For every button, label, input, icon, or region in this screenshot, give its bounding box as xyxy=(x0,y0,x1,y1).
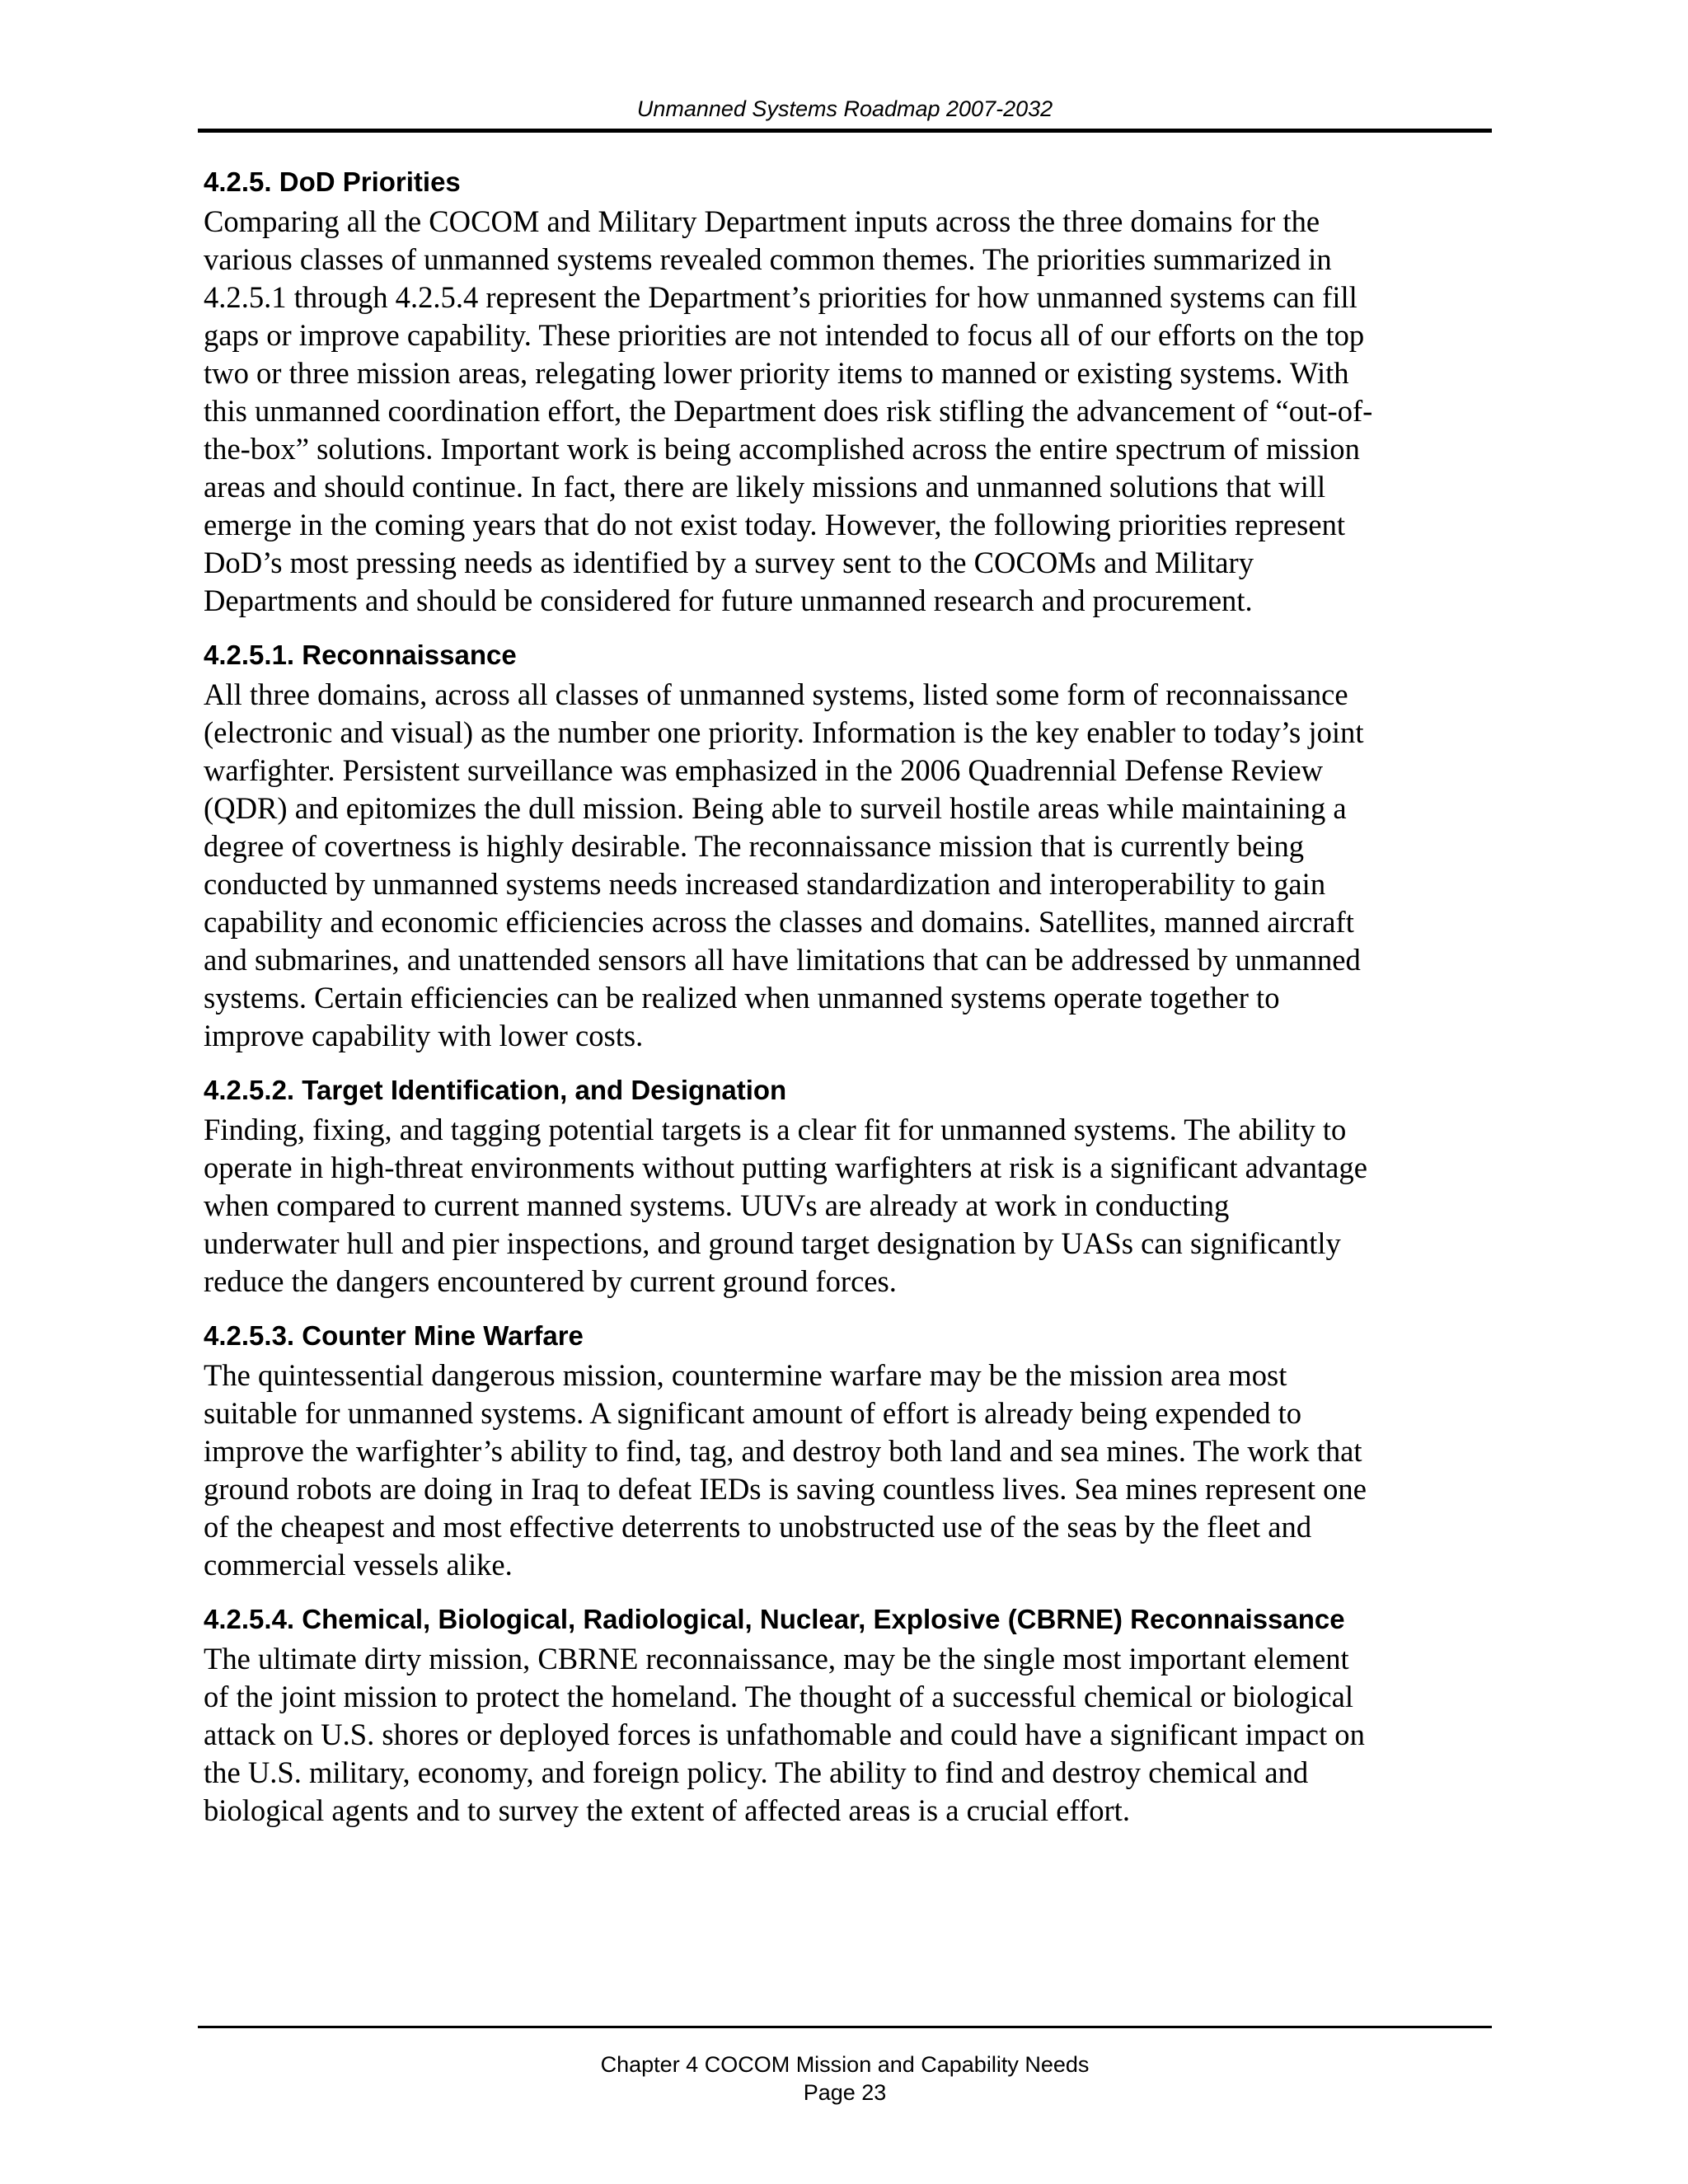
text-line: Finding, fixing, and tagging potential targets is a clear fit for unmanned systems. The ability to xyxy=(204,1113,1347,1146)
text-line: systems. Certain efficiencies can be realized when unmanned systems operate together to xyxy=(204,981,1280,1015)
text-line: ground robots are doing in Iraq to defeat IEDs is saving countless lives. Sea mines represent one xyxy=(204,1472,1367,1506)
section-paragraph xyxy=(204,1357,1498,1584)
text-line: attack on U.S. shores or deployed forces is unfathomable and could have a significant impact on xyxy=(204,1718,1365,1751)
text-line: Departments and should be considered for future unmanned research and procurement. xyxy=(204,583,1253,617)
text-line: underwater hull and pier inspections, and ground target designation by UASs can significantly xyxy=(204,1226,1341,1260)
section-reconnaissance xyxy=(204,636,1498,1055)
section-counter-mine-warfare xyxy=(204,1317,1498,1584)
text-line: All three domains, across all classes of unmanned systems, listed some form of reconnaissance xyxy=(204,677,1348,711)
section-heading: 4.2.5.3. Counter Mine Warfare xyxy=(204,1320,584,1351)
section-paragraph xyxy=(204,203,1498,620)
text-line: warfighter. Persistent surveillance was emphasized in the 2006 Quadrennial Defense Review xyxy=(204,753,1324,787)
text-line: improve the warfighter’s ability to find, tag, and destroy both land and sea mines. The work that xyxy=(204,1434,1362,1468)
text-line: The quintessential dangerous mission, countermine warfare may be the mission area most xyxy=(204,1358,1287,1392)
text-line: biological agents and to survey the extent of affected areas is a crucial effort. xyxy=(204,1793,1130,1827)
text-line: 4.2.5.1 through 4.2.5.4 represent the Department’s priorities for how unmanned systems can fill xyxy=(204,280,1357,314)
text-line: of the joint mission to protect the homeland. The thought of a successful chemical or biological xyxy=(204,1680,1354,1713)
section-paragraph xyxy=(204,676,1498,1055)
text-line: DoD’s most pressing needs as identified by a survey sent to the COCOMs and Military xyxy=(204,546,1254,579)
section-target-identification xyxy=(204,1071,1498,1301)
header-rule xyxy=(198,129,1492,133)
text-line: commercial vessels alike. xyxy=(204,1548,513,1582)
text-line: reduce the dangers encountered by current ground forces. xyxy=(204,1264,897,1298)
text-line: of the cheapest and most effective deterrents to unobstructed use of the seas by the fleet and xyxy=(204,1510,1312,1544)
section-heading: 4.2.5.4. Chemical, Biological, Radiological, Nuclear, Explosive (CBRNE) Reconnaissance xyxy=(204,1604,1345,1634)
text-line: and submarines, and unattended sensors all have limitations that can be addressed by unmanned xyxy=(204,943,1361,977)
text-line: suitable for unmanned systems. A significant amount of effort is already being expended to xyxy=(204,1396,1302,1430)
section-heading: 4.2.5.2. Target Identification, and Designation xyxy=(204,1075,787,1105)
text-line: degree of covertness is highly desirable. The reconnaissance mission that is currently being xyxy=(204,829,1305,863)
text-line: capability and economic efficiencies across the classes and domains. Satellites, manned aircraft xyxy=(204,905,1354,939)
text-line: the-box” solutions. Important work is being accomplished across the entire spectrum of mission xyxy=(204,432,1360,466)
footer-page-number: Page 23 xyxy=(803,2080,887,2105)
text-line: gaps or improve capability. These priorities are not intended to focus all of our efforts on the top xyxy=(204,318,1365,352)
page-body xyxy=(204,163,1498,1830)
section-paragraph xyxy=(204,1640,1498,1830)
section-cbrne-reconnaissance xyxy=(204,1601,1498,1830)
text-line: areas and should continue. In fact, there are likely missions and unmanned solutions that will xyxy=(204,470,1326,504)
text-line: this unmanned coordination effort, the Department does risk stifling the advancement of “out-of- xyxy=(204,394,1373,428)
text-line: two or three mission areas, relegating lower priority items to manned or existing systems. With xyxy=(204,356,1349,390)
footer-rule xyxy=(198,2026,1492,2028)
section-dod-priorities xyxy=(204,163,1498,620)
text-line: (QDR) and epitomizes the dull mission. Being able to surveil hostile areas while maintaining a xyxy=(204,791,1347,825)
text-line: conducted by unmanned systems needs increased standardization and interoperability to gain xyxy=(204,867,1326,901)
section-heading: 4.2.5.1. Reconnaissance xyxy=(204,640,517,670)
text-line: the U.S. military, economy, and foreign policy. The ability to find and destroy chemical and xyxy=(204,1755,1309,1789)
text-line: various classes of unmanned systems revealed common themes. The priorities summarized in xyxy=(204,242,1332,276)
text-line: operate in high-threat environments without putting warfighters at risk is a significant advantage xyxy=(204,1151,1367,1184)
section-paragraph xyxy=(204,1111,1498,1301)
text-line: (electronic and visual) as the number one priority. Information is the key enabler to today’s joint xyxy=(204,715,1364,749)
footer-chapter: Chapter 4 COCOM Mission and Capability Needs xyxy=(600,2052,1090,2077)
text-line: Comparing all the COCOM and Military Department inputs across the three domains for the xyxy=(204,204,1320,238)
text-line: when compared to current manned systems. UUVs are already at work in conducting xyxy=(204,1188,1230,1222)
running-header: Unmanned Systems Roadmap 2007-2032 xyxy=(636,96,1053,121)
text-line: The ultimate dirty mission, CBRNE reconnaissance, may be the single most important element xyxy=(204,1642,1349,1675)
text-line: emerge in the coming years that do not exist today. However, the following priorities represent xyxy=(204,508,1346,541)
section-heading: 4.2.5. DoD Priorities xyxy=(204,166,461,197)
page-footer xyxy=(198,2050,1492,2107)
text-line: improve capability with lower costs. xyxy=(204,1019,644,1052)
